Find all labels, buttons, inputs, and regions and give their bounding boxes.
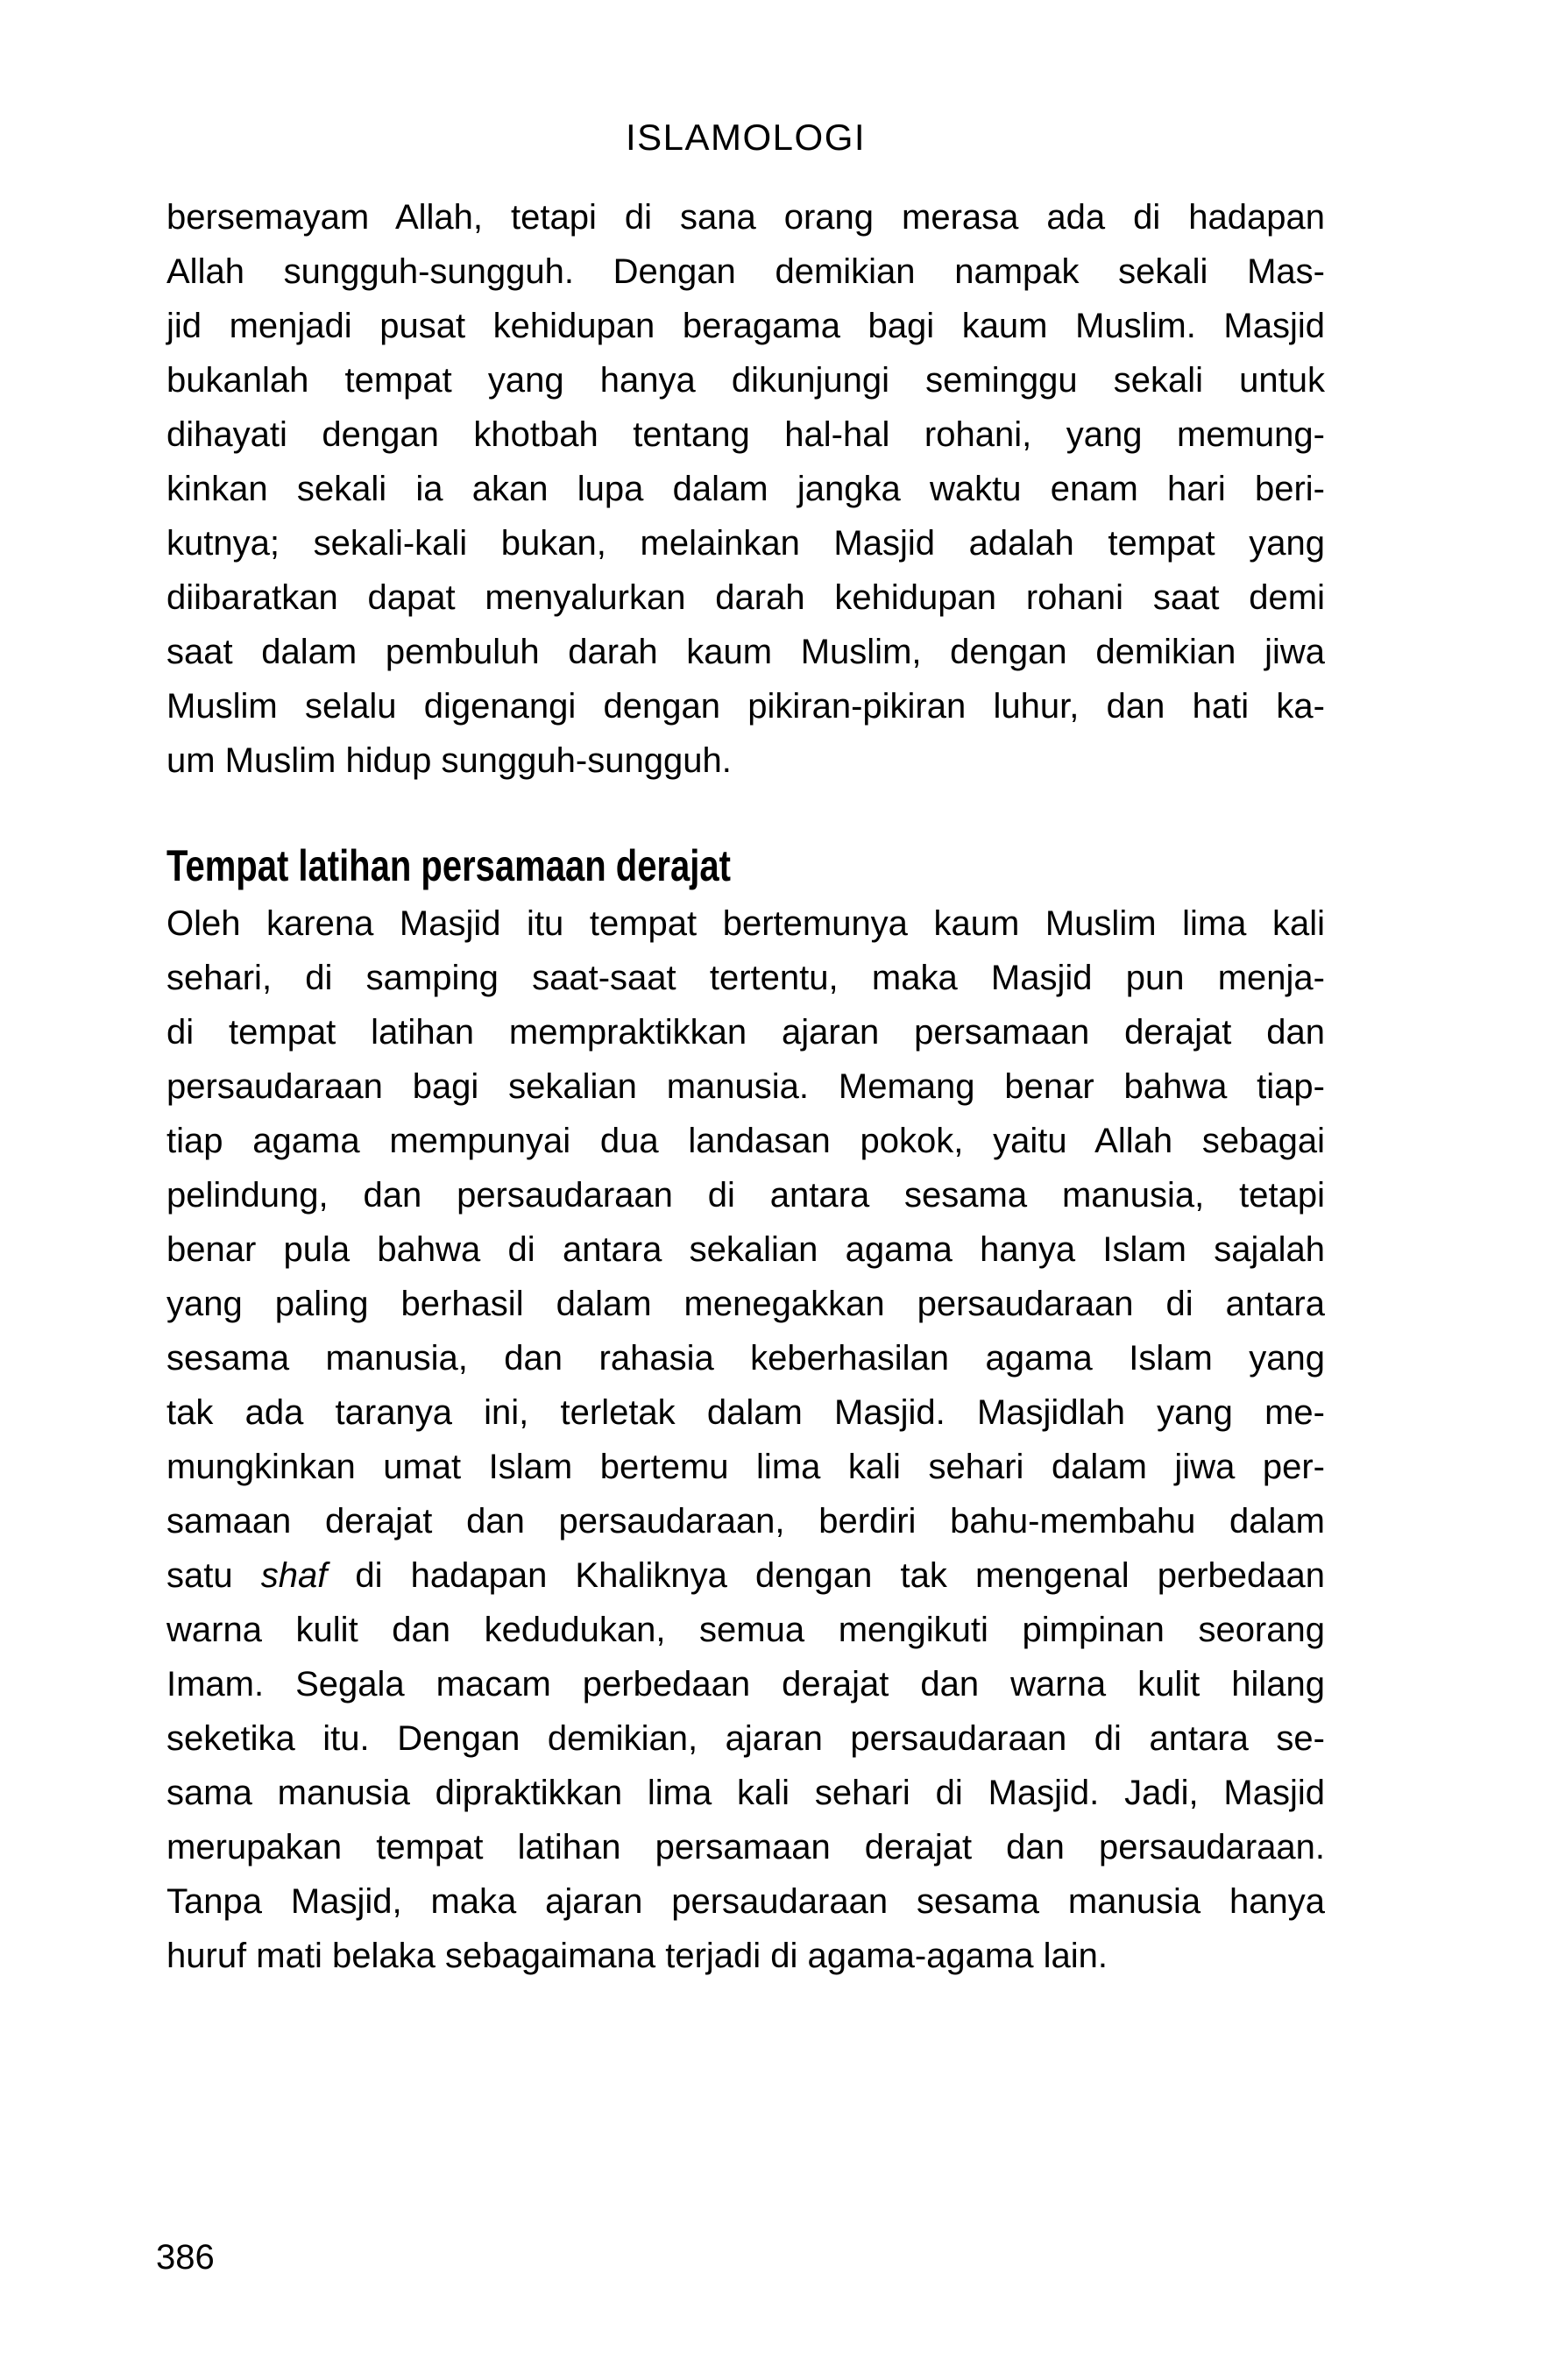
text-line: bukanlah tempat yang hanya dikunjungi seminggu sekali untuk xyxy=(166,361,1325,400)
text-line: sesama manusia, dan rahasia keberhasilan agama Islam yang xyxy=(166,1339,1325,1378)
text-line: pelindung, dan persaudaraan di antara sesama manusia, tetapi xyxy=(166,1176,1325,1215)
text-line: sehari, di samping saat-saat tertentu, maka Masjid pun menja- xyxy=(166,959,1325,997)
text-line: tiap agama mempunyai dua landasan pokok, yaitu Allah sebagai xyxy=(166,1122,1325,1160)
italic-term: shaf xyxy=(260,1556,328,1595)
text-line: merupakan tempat latihan persamaan derajat dan persaudaraan. xyxy=(166,1828,1325,1866)
text-line: seketika itu. Dengan demikian, ajaran persaudaraan di antara se- xyxy=(166,1719,1325,1758)
text-line: Allah sungguh-sungguh. Dengan demikian nampak sekali Mas- xyxy=(166,252,1325,291)
paragraph-2 xyxy=(166,896,1325,1983)
section-heading: Tempat latihan persamaan derajat xyxy=(166,841,731,890)
text-line: Oleh karena Masjid itu tempat bertemunya kaum Muslim lima kali xyxy=(166,904,1325,943)
paragraph-1 xyxy=(166,190,1325,788)
text-line: yang paling berhasil dalam menegakkan persaudaraan di antara xyxy=(166,1285,1325,1323)
text-line: kinkan sekali ia akan lupa dalam jangka waktu enam hari beri- xyxy=(166,470,1325,508)
text-line: persaudaraan bagi sekalian manusia. Memang benar bahwa tiap- xyxy=(166,1067,1325,1106)
page-number: 386 xyxy=(156,2238,215,2277)
text-line-with-italic xyxy=(166,1548,1325,1603)
text-line: samaan derajat dan persaudaraan, berdiri bahu-membahu dalam xyxy=(166,1502,1325,1541)
text-line: jid menjadi pusat kehidupan beragama bagi kaum Muslim. Masjid xyxy=(166,307,1325,345)
text-line: kutnya; sekali-kali bukan, melainkan Masjid adalah tempat yang xyxy=(166,524,1325,563)
text-line: warna kulit dan kedudukan, semua mengikuti pimpinan seorang xyxy=(166,1611,1325,1649)
text-line: um Muslim hidup sungguh-sungguh. xyxy=(166,741,732,780)
text-line: Muslim selalu digenangi dengan pikiran-pikiran luhur, dan hati ka- xyxy=(166,687,1325,726)
text-line: Tanpa Masjid, maka ajaran persaudaraan sesama manusia hanya xyxy=(166,1882,1325,1921)
text-line: benar pula bahwa di antara sekalian agama hanya Islam sajalah xyxy=(166,1230,1325,1269)
text-line: huruf mati belaka sebagaimana terjadi di agama-agama lain. xyxy=(166,1937,1108,1975)
text-line: dihayati dengan khotbah tentang hal-hal rohani, yang memung- xyxy=(166,415,1325,454)
text-line: sama manusia dipraktikkan lima kali sehari di Masjid. Jadi, Masjid xyxy=(166,1774,1325,1812)
text-line: diibaratkan dapat menyalurkan darah kehidupan rohani saat demi xyxy=(166,578,1325,617)
running-header: ISLAMOLOGI xyxy=(625,117,867,158)
text-line: tak ada taranya ini, terletak dalam Masjid. Masjidlah yang me- xyxy=(166,1393,1325,1432)
text-line: bersemayam Allah, tetapi di sana orang merasa ada di hadapan xyxy=(166,198,1325,237)
text-line: Imam. Segala macam perbedaan derajat dan warna kulit hilang xyxy=(166,1665,1325,1704)
text-line: saat dalam pembuluh darah kaum Muslim, dengan demikian jiwa xyxy=(166,633,1325,671)
text-segment: di hadapan Khaliknya dengan tak mengenal perbedaan xyxy=(327,1556,1326,1595)
text-line: di tempat latihan mempraktikkan ajaran persamaan derajat dan xyxy=(166,1013,1325,1052)
text-line: mungkinkan umat Islam bertemu lima kali sehari dalam jiwa per- xyxy=(166,1448,1325,1486)
text-segment: satu xyxy=(166,1556,261,1595)
